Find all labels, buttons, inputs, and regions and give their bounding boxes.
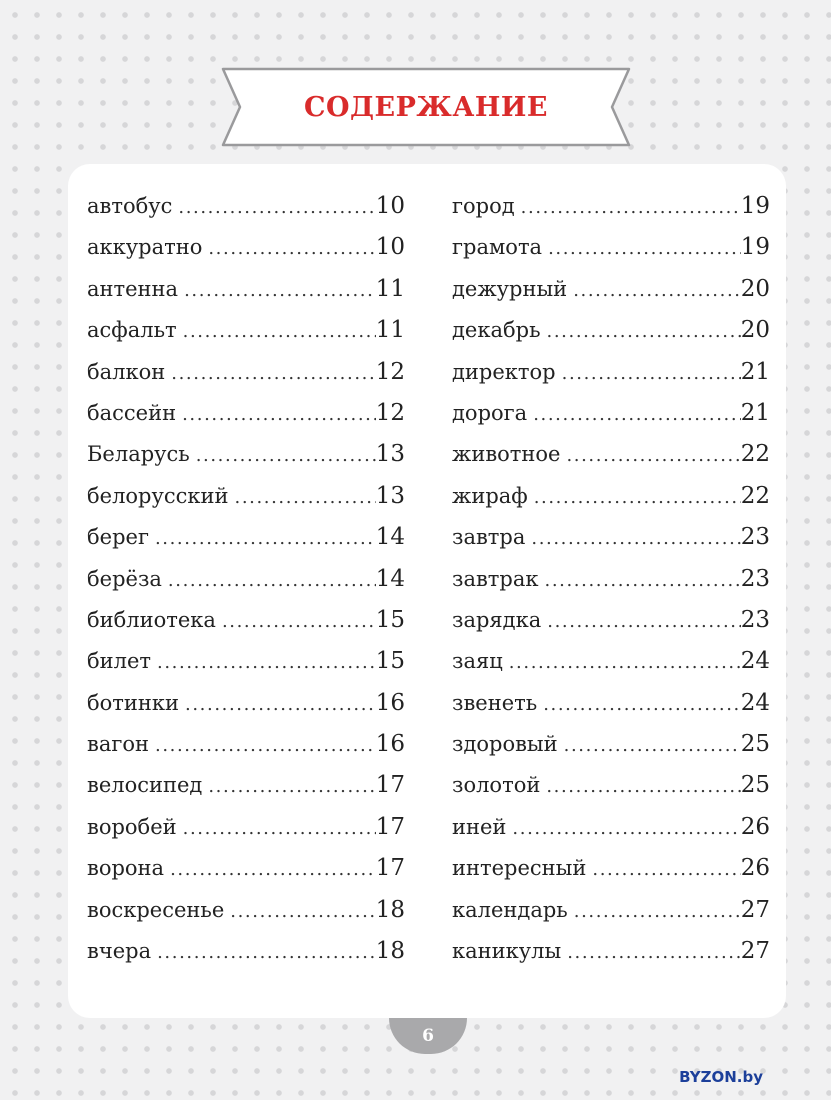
dot-leader	[155, 735, 376, 756]
toc-entry-page: 19	[740, 234, 770, 261]
toc-entry	[452, 772, 770, 813]
dot-leader	[185, 694, 376, 715]
toc-entry-word: асфальт	[87, 318, 177, 343]
toc-entry-page: 15	[375, 606, 405, 633]
toc-entry	[87, 400, 405, 441]
dot-leader	[543, 694, 741, 715]
toc-column-right	[452, 193, 770, 979]
dot-leader	[155, 528, 376, 549]
toc-entry-page: 24	[740, 689, 770, 716]
toc-entry	[87, 648, 405, 689]
toc-entry-page: 17	[375, 813, 405, 840]
toc-entry-page: 16	[375, 689, 405, 716]
toc-entry-word: аккуратно	[87, 235, 203, 260]
dot-leader	[564, 735, 741, 756]
toc-entry-word: белорусский	[87, 483, 229, 508]
toc-entry-page: 27	[740, 896, 770, 923]
toc-entry	[452, 193, 770, 234]
toc-entry	[87, 193, 405, 234]
dot-leader	[208, 238, 375, 259]
toc-entry-word: каникулы	[452, 939, 562, 964]
toc-entry-page: 13	[375, 441, 405, 468]
toc-entry-page: 27	[740, 938, 770, 965]
dot-leader	[222, 611, 376, 632]
toc-entry-page: 14	[375, 565, 405, 592]
dot-leader	[171, 363, 375, 384]
toc-entry	[87, 772, 405, 813]
toc-entry-page: 23	[740, 606, 770, 633]
dot-leader	[230, 901, 375, 922]
toc-entry-word: берег	[87, 525, 149, 550]
toc-entry-page: 25	[740, 731, 770, 758]
toc-entry	[87, 483, 405, 524]
toc-entry-page: 24	[740, 648, 770, 675]
toc-entry-page: 17	[375, 772, 405, 799]
toc-entry	[87, 276, 405, 317]
toc-entry-word: директор	[452, 359, 556, 384]
dot-leader	[235, 487, 376, 508]
dot-leader	[182, 404, 376, 425]
toc-entry	[87, 441, 405, 482]
toc-entry-page: 26	[740, 813, 770, 840]
dot-leader	[509, 652, 741, 673]
toc-entry-word: вчера	[87, 939, 152, 964]
toc-entry	[87, 359, 405, 400]
toc-entry-page: 20	[740, 317, 770, 344]
toc-entry-word: берёза	[87, 566, 162, 591]
toc-entry-word: животное	[452, 442, 561, 467]
toc-entry	[87, 524, 405, 565]
toc-entry	[452, 234, 770, 275]
dot-leader	[547, 611, 740, 632]
dot-leader	[566, 445, 740, 466]
toc-entry	[452, 648, 770, 689]
dot-leader	[512, 818, 740, 839]
toc-entry	[87, 938, 405, 979]
toc-entry-page: 23	[740, 565, 770, 592]
toc-entry-page: 14	[375, 524, 405, 551]
toc-entry-page: 18	[375, 896, 405, 923]
toc-entry-page: 20	[740, 275, 770, 302]
toc-entry-word: велосипед	[87, 773, 203, 798]
toc-entry	[452, 441, 770, 482]
toc-entry-word: вагон	[87, 732, 149, 757]
toc-entry-page: 21	[740, 358, 770, 385]
dot-leader	[183, 818, 376, 839]
toc-entry-word: завтрак	[452, 566, 539, 591]
dot-leader	[157, 652, 376, 673]
toc-entry	[87, 607, 405, 648]
title-banner	[219, 66, 633, 148]
toc-entry-word: звенеть	[452, 690, 538, 715]
page-title: СОДЕРЖАНИЕ	[304, 91, 548, 123]
dot-leader	[208, 776, 375, 797]
dot-leader	[548, 238, 741, 259]
toc-entry-word: бассейн	[87, 400, 177, 425]
toc-entry-page: 22	[740, 482, 770, 509]
toc-entry	[452, 897, 770, 938]
toc-entry-page: 17	[375, 855, 405, 882]
toc-entry	[452, 814, 770, 855]
toc-entry-page: 11	[375, 317, 405, 344]
toc-entry	[452, 690, 770, 731]
toc-entry-word: жираф	[452, 483, 528, 508]
toc-entry	[87, 234, 405, 275]
dot-leader	[546, 776, 740, 797]
page-number: 6	[422, 1026, 434, 1046]
toc-entry-word: грамота	[452, 235, 543, 260]
page-number-tab	[389, 1018, 467, 1054]
toc-entry-word: завтра	[452, 525, 526, 550]
toc-entry-page: 26	[740, 855, 770, 882]
dot-leader	[562, 363, 741, 384]
toc-entry-word: заяц	[452, 649, 503, 674]
toc-entry-page: 16	[375, 731, 405, 758]
dot-leader	[534, 487, 741, 508]
toc-entry-page: 12	[375, 399, 405, 426]
dot-leader	[545, 570, 741, 591]
toc-entry	[87, 855, 405, 896]
toc-entry	[87, 814, 405, 855]
brand-watermark: BYZON.by	[679, 1068, 763, 1086]
toc-entry	[452, 359, 770, 400]
toc-entry-word: календарь	[452, 897, 568, 922]
dot-leader	[196, 445, 376, 466]
toc-entry	[87, 566, 405, 607]
toc-entry-page: 19	[740, 193, 770, 219]
toc-entry	[452, 524, 770, 565]
toc-entry-word: интересный	[452, 856, 587, 881]
toc-entry	[452, 731, 770, 772]
toc-entry-word: воробей	[87, 814, 177, 839]
toc-entry-word: билет	[87, 649, 152, 674]
dot-leader	[573, 280, 741, 301]
toc-column-left	[87, 193, 405, 979]
dot-leader	[533, 404, 741, 425]
toc-entry-word: балкон	[87, 359, 166, 384]
dot-leader	[547, 321, 741, 342]
toc-entry-word: ворона	[87, 856, 165, 881]
toc-entry-word: декабрь	[452, 318, 541, 343]
toc-entry-word: автобус	[87, 194, 173, 218]
toc-entry-word: антенна	[87, 276, 179, 301]
toc-entry-word: воскресенье	[87, 897, 225, 922]
toc-entry	[452, 607, 770, 648]
dot-leader	[567, 942, 741, 963]
dot-leader	[183, 321, 376, 342]
toc-entry-page: 23	[740, 524, 770, 551]
toc-entry-word: дежурный	[452, 276, 568, 301]
toc-entry-page: 12	[375, 358, 405, 385]
toc-entry-word: здоровый	[452, 732, 558, 757]
toc-entry-word: иней	[452, 814, 507, 839]
toc-entry	[87, 317, 405, 358]
dot-leader	[521, 197, 741, 218]
toc-entry	[452, 276, 770, 317]
toc-entry-page: 13	[375, 482, 405, 509]
toc-entry-word: дорога	[452, 400, 528, 425]
toc-entry-page: 10	[375, 234, 405, 261]
toc-entry	[452, 317, 770, 358]
toc-entry-word: зарядка	[452, 607, 542, 632]
dot-leader	[157, 942, 376, 963]
toc-entry	[452, 483, 770, 524]
toc-entry-word: библиотека	[87, 607, 216, 632]
toc-entry	[87, 690, 405, 731]
toc-entry	[87, 731, 405, 772]
dot-leader	[168, 570, 376, 591]
toc-entry-page: 18	[375, 938, 405, 965]
toc-entry-page: 22	[740, 441, 770, 468]
toc-entry-page: 21	[740, 399, 770, 426]
dot-leader	[592, 859, 740, 880]
dot-leader	[184, 280, 376, 301]
dot-leader	[178, 197, 375, 218]
toc-entry-word: золотой	[452, 773, 541, 798]
toc-entry-page: 25	[740, 772, 770, 799]
toc-entry-word: ботинки	[87, 690, 180, 715]
toc-entry-word: Беларусь	[87, 442, 190, 467]
toc-entry	[452, 938, 770, 979]
toc-entry-page: 15	[375, 648, 405, 675]
toc-entry-page: 10	[375, 193, 405, 219]
dot-leader	[531, 528, 740, 549]
toc-entry-page: 11	[375, 275, 405, 302]
toc-entry	[452, 855, 770, 896]
dot-leader	[170, 859, 376, 880]
dot-leader	[574, 901, 741, 922]
toc-entry	[87, 897, 405, 938]
toc-entry	[452, 566, 770, 607]
toc-entry-word: город	[452, 194, 515, 218]
toc-entry	[452, 400, 770, 441]
